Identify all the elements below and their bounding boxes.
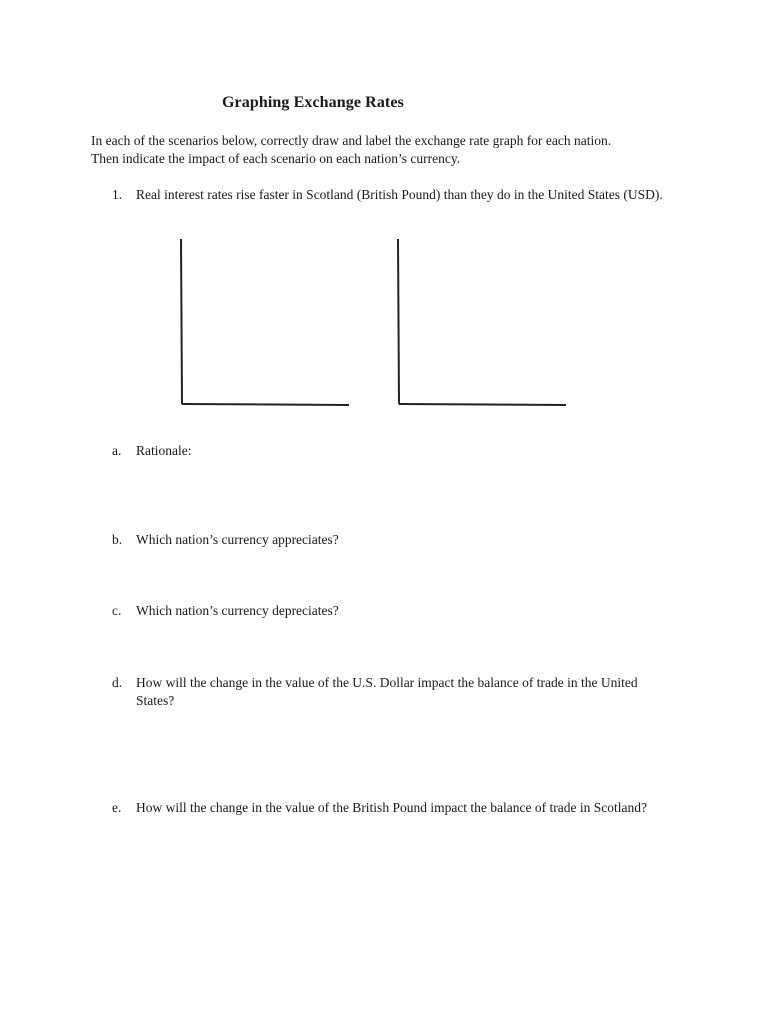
graph-left-y-axis bbox=[181, 239, 182, 404]
question-a-marker: a. bbox=[112, 443, 122, 458]
instructions bbox=[91, 132, 691, 168]
question-b-marker: b. bbox=[112, 532, 123, 547]
instructions-line-2: Then indicate the impact of each scenario on each nation’s currency. bbox=[91, 151, 461, 166]
blank-graph-right[interactable] bbox=[393, 236, 573, 411]
question-a-text: Rationale: bbox=[136, 443, 192, 458]
question-d-text: How will the change in the value of the U.S. Dollar impact the balance of trade in the United States? bbox=[136, 675, 638, 708]
question-c-text: Which nation’s currency depreciates? bbox=[136, 603, 339, 618]
graph-left-x-axis bbox=[182, 404, 349, 405]
question-b-text: Which nation’s currency appreciates? bbox=[136, 532, 339, 547]
scenario-number: 1. bbox=[112, 187, 123, 202]
instructions-line-1: In each of the scenarios below, correctly draw and label the exchange rate graph for each nation. bbox=[91, 133, 612, 148]
page-title: Graphing Exchange Rates bbox=[222, 94, 404, 111]
blank-graph-left[interactable] bbox=[176, 236, 356, 411]
graph-right-x-axis bbox=[399, 404, 566, 405]
graph-right-y-axis bbox=[398, 239, 399, 404]
question-e-text: How will the change in the value of the British Pound impact the balance of trade in Scotland? bbox=[136, 800, 647, 815]
question-e-marker: e. bbox=[112, 800, 122, 815]
scenario-text: Real interest rates rise faster in Scotland (British Pound) than they do in the United States (USD). bbox=[136, 187, 663, 202]
question-c-marker: c. bbox=[112, 603, 122, 618]
question-d-marker: d. bbox=[112, 675, 123, 690]
